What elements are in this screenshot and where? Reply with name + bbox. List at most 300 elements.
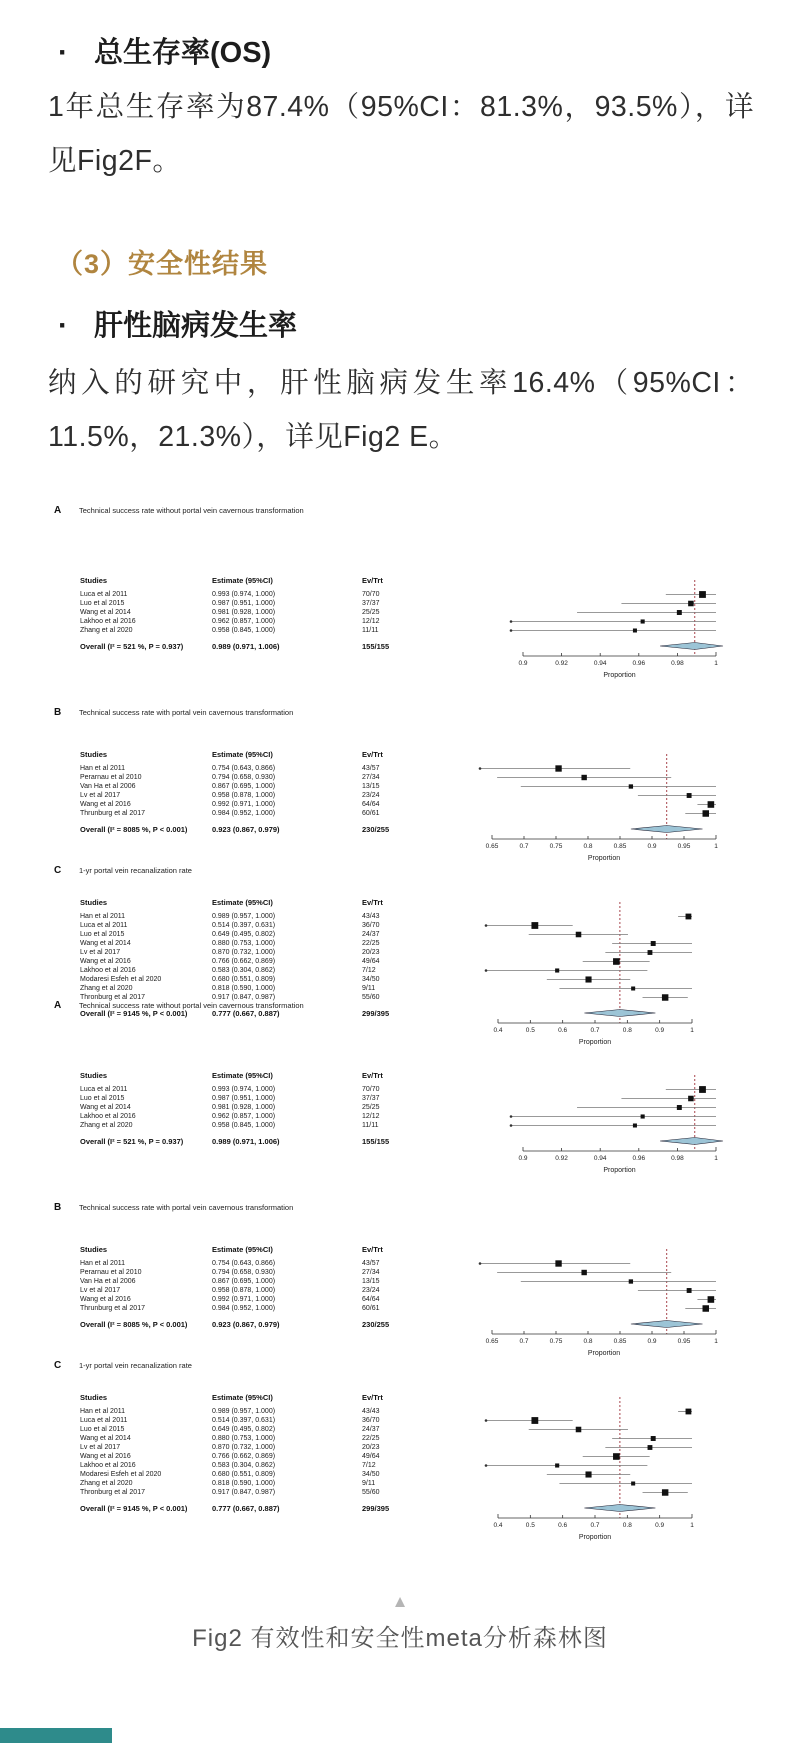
panel-label: A (54, 1000, 62, 1011)
forest-plot-a (440, 576, 750, 682)
axis-tick-label: 0.94 (593, 1155, 607, 1162)
study-estimate: 0.992 (0.971, 1.000) (212, 801, 276, 808)
study-row (80, 939, 432, 948)
study-estimate: 0.992 (0.971, 1.000) (212, 1296, 276, 1303)
study-estimate: 0.870 (0.732, 1.000) (212, 949, 276, 956)
axis-tick-label: 1 (690, 1027, 694, 1034)
study-estimate: 0.962 (0.857, 1.000) (212, 618, 276, 625)
study-row (80, 1259, 432, 1268)
column-header-estimate: Estimate (95%CI) (212, 1393, 273, 1402)
study-name: Wang et al 2014 (80, 1104, 131, 1111)
panel-title: Technical success rate with portal vein cavernous transformation (79, 1203, 294, 1212)
study-evtrt: 23/24 (362, 792, 380, 799)
study-estimate: 0.962 (0.857, 1.000) (212, 1113, 276, 1120)
study-name: Wang et al 2014 (80, 609, 131, 616)
study-row (80, 957, 432, 966)
axis-tick-label: 0.6 (558, 1522, 568, 1529)
column-header-estimate: Estimate (95%CI) (212, 576, 273, 585)
axis-tick-label: 0.94 (593, 660, 607, 667)
study-name: Luca et al 2011 (80, 922, 128, 929)
study-estimate: 0.987 (0.951, 1.000) (212, 600, 276, 607)
overall-row (80, 641, 432, 651)
study-evtrt: 27/34 (362, 774, 380, 781)
panel-label: C (54, 1360, 62, 1371)
axis-label-proportion: Proportion (578, 1039, 612, 1046)
study-estimate: 0.754 (0.643, 0.866) (212, 765, 276, 772)
section-heading-safety: （3）安全性结果 (56, 249, 269, 279)
bullet-he-label: 肝性脑病发生率 (94, 310, 298, 342)
study-row (80, 1479, 432, 1488)
axis-label-proportion: Proportion (603, 672, 636, 679)
study-row (80, 1470, 432, 1479)
column-header-evtrt: Ev/Trt (362, 1393, 383, 1402)
axis-label-proportion: Proportion (578, 1534, 612, 1541)
study-row (80, 966, 432, 975)
axis-tick-label: 0.92 (555, 1155, 568, 1162)
study-name: Zhang et al 2020 (80, 1480, 133, 1487)
overall-evtrt: 230/255 (362, 1319, 390, 1329)
study-row (80, 1452, 432, 1461)
study-evtrt: 34/50 (362, 976, 380, 983)
study-name: Han et al 2011 (80, 1408, 126, 1415)
bullet-icon: · (58, 309, 68, 342)
axis-tick-label: 0.4 (493, 1522, 503, 1529)
study-evtrt: 25/25 (362, 609, 380, 616)
study-estimate: 0.984 (0.952, 1.000) (212, 810, 276, 817)
paragraph-os: 1年总生存率为87.4%（95%CI：81.3%，93.5%），详见Fig2F。 (48, 91, 754, 177)
column-header-evtrt: Ev/Trt (362, 576, 383, 585)
overall-row (80, 1136, 432, 1146)
study-row (80, 1286, 432, 1295)
study-name: Thronburg et al 2017 (80, 994, 145, 1001)
panel-header (50, 505, 750, 516)
panel-header (50, 707, 750, 718)
overall-label: Overall (I² = 521 %, P = 0.937) (80, 641, 184, 651)
study-evtrt: 12/12 (362, 618, 380, 625)
study-estimate: 0.649 (0.495, 0.802) (212, 931, 276, 938)
study-evtrt: 36/70 (362, 922, 380, 929)
study-row (80, 1407, 432, 1416)
study-evtrt: 9/11 (362, 1480, 376, 1487)
panel-body (50, 1071, 750, 1177)
study-estimate: 0.754 (0.643, 0.866) (212, 1260, 276, 1267)
study-evtrt: 24/37 (362, 1426, 380, 1433)
column-header-studies: Studies (80, 898, 108, 907)
overall-row (80, 824, 432, 834)
panel-label: B (54, 1202, 62, 1213)
study-evtrt: 23/24 (362, 1287, 380, 1294)
study-name: Modaresi Esfeh et al 2020 (80, 1471, 162, 1478)
axis-tick-label: 0.9 (518, 1155, 528, 1162)
column-header-studies: Studies (80, 1245, 108, 1254)
study-evtrt: 12/12 (362, 1113, 380, 1120)
forest-table-header (80, 1245, 432, 1259)
study-evtrt: 60/61 (362, 1305, 380, 1312)
axis-tick-label: 0.8 (622, 1522, 632, 1529)
study-evtrt: 60/61 (362, 810, 380, 817)
axis-tick-label: 0.65 (485, 1338, 499, 1345)
panel-body (50, 576, 750, 682)
study-estimate: 0.583 (0.304, 0.862) (212, 967, 276, 974)
study-name: Luo et al 2015 (80, 931, 125, 938)
overall-evtrt: 230/255 (362, 824, 390, 834)
study-estimate: 0.987 (0.951, 1.000) (212, 1095, 276, 1102)
axis-tick-label: 0.65 (485, 843, 499, 850)
study-row (80, 608, 432, 617)
study-row (80, 626, 432, 635)
panel-body (50, 750, 750, 865)
paragraph-he: 纳入的研究中，肝性脑病发生率16.4%（95%CI：11.5%，21.3%），详见Fig2 E。 (48, 367, 754, 453)
axis-tick-label: 1 (714, 660, 718, 667)
study-row (80, 1425, 432, 1434)
study-estimate: 0.958 (0.878, 1.000) (212, 792, 276, 799)
axis-tick-label: 0.9 (655, 1027, 665, 1034)
panel-title: 1-yr portal vein recanalization rate (79, 866, 192, 875)
study-estimate: 0.981 (0.928, 1.000) (212, 1104, 276, 1111)
study-row (80, 930, 432, 939)
axis-tick-label: 0.85 (613, 1338, 627, 1345)
study-evtrt: 64/64 (362, 1296, 380, 1303)
study-estimate: 0.818 (0.590, 1.000) (212, 985, 276, 992)
study-name: Lv et al 2017 (80, 949, 121, 956)
study-row (80, 921, 432, 930)
overall-evtrt: 299/395 (362, 1008, 390, 1018)
study-name: Lv et al 2017 (80, 792, 121, 799)
axis-tick-label: 0.5 (525, 1027, 535, 1034)
study-row (80, 782, 432, 791)
study-evtrt: 55/60 (362, 994, 380, 1001)
study-name: Lakhoo et al 2016 (80, 967, 136, 974)
study-evtrt: 43/57 (362, 1260, 380, 1267)
overall-estimate: 0.777 (0.667, 0.887) (212, 1008, 280, 1018)
column-header-evtrt: Ev/Trt (362, 1245, 383, 1254)
study-estimate: 0.867 (0.695, 1.000) (212, 1278, 276, 1285)
axis-tick-label: 0.9 (647, 1338, 657, 1345)
study-estimate: 0.514 (0.397, 0.631) (212, 922, 276, 929)
forest-panel-b (50, 707, 750, 865)
forest-table (80, 1393, 432, 1513)
study-name: Luo et al 2015 (80, 600, 125, 607)
study-name: Han et al 2011 (80, 765, 126, 772)
study-name: Wang et al 2016 (80, 1453, 131, 1460)
study-estimate: 0.880 (0.753, 1.000) (212, 1435, 276, 1442)
study-name: Zhang et al 2020 (80, 1122, 133, 1129)
study-name: Lakhoo et al 2016 (80, 1462, 136, 1469)
study-row (80, 1488, 432, 1497)
axis-tick-label: 0.8 (622, 1027, 632, 1034)
study-estimate: 0.766 (0.662, 0.869) (212, 1453, 276, 1460)
study-evtrt: 34/50 (362, 1471, 380, 1478)
axis-tick-label: 0.9 (518, 660, 528, 667)
study-evtrt: 9/11 (362, 985, 376, 992)
study-name: Luo et al 2015 (80, 1095, 125, 1102)
study-name: Wang et al 2016 (80, 1296, 131, 1303)
forest-table-header (80, 898, 432, 912)
overall-evtrt: 299/395 (362, 1503, 390, 1513)
bullet-icon: · (58, 36, 68, 69)
study-name: Zhang et al 2020 (80, 627, 133, 634)
study-estimate: 0.993 (0.974, 1.000) (212, 1086, 276, 1093)
forest-plot-group (50, 505, 750, 1046)
axis-tick-label: 0.6 (558, 1027, 568, 1034)
figure-caption: Fig2 有效性和安全性meta分析森林图 (192, 1625, 608, 1652)
study-evtrt: 49/64 (362, 958, 380, 965)
bullet-item-he (58, 303, 297, 344)
panel-body (50, 1393, 750, 1544)
forest-panel-a (50, 1000, 750, 1177)
study-row (80, 912, 432, 921)
study-evtrt: 36/70 (362, 1417, 380, 1424)
overall-label: Overall (I² = 9145 %, P < 0.001) (80, 1503, 188, 1513)
study-evtrt: 13/15 (362, 1278, 380, 1285)
axis-tick-label: 0.98 (671, 660, 684, 667)
study-estimate: 0.917 (0.847, 0.987) (212, 994, 276, 1001)
study-estimate: 0.649 (0.495, 0.802) (212, 1426, 276, 1433)
study-row (80, 1112, 432, 1121)
axis-tick-label: 0.96 (632, 1155, 646, 1162)
forest-plot-b (440, 1245, 750, 1360)
axis-tick-label: 0.5 (525, 1522, 535, 1529)
column-header-evtrt: Ev/Trt (362, 750, 383, 759)
overall-label: Overall (I² = 8085 %, P < 0.001) (80, 1319, 188, 1329)
panel-title: Technical success rate without portal vein cavernous transformation (79, 506, 304, 515)
axis-tick-label: 0.7 (519, 1338, 529, 1345)
study-name: Van Ha et al 2006 (80, 1278, 136, 1285)
study-name: Thronburg et al 2017 (80, 1489, 145, 1496)
study-row (80, 1085, 432, 1094)
forest-table-header (80, 1393, 432, 1407)
column-header-estimate: Estimate (95%CI) (212, 898, 273, 907)
panel-title: 1-yr portal vein recanalization rate (79, 1361, 192, 1370)
axis-tick-label: 0.8 (583, 1338, 593, 1345)
study-estimate: 0.870 (0.732, 1.000) (212, 1444, 276, 1451)
study-estimate: 0.984 (0.952, 1.000) (212, 1305, 276, 1312)
axis-tick-label: 0.75 (549, 843, 563, 850)
study-name: Wang et al 2016 (80, 958, 131, 965)
study-name: Han et al 2011 (80, 1260, 126, 1267)
panel-header (50, 1202, 750, 1213)
column-header-evtrt: Ev/Trt (362, 898, 383, 907)
overall-estimate: 0.989 (0.971, 1.006) (212, 641, 280, 651)
study-name: Lv et al 2017 (80, 1287, 121, 1294)
column-header-studies: Studies (80, 1071, 108, 1080)
column-header-estimate: Estimate (95%CI) (212, 1071, 273, 1080)
study-estimate: 0.867 (0.695, 1.000) (212, 783, 276, 790)
study-name: Modaresi Esfeh et al 2020 (80, 976, 162, 983)
panel-title: Technical success rate with portal vein cavernous transformation (79, 708, 294, 717)
study-name: Lakhoo et al 2016 (80, 1113, 136, 1120)
study-estimate: 0.514 (0.397, 0.631) (212, 1417, 276, 1424)
overall-estimate: 0.777 (0.667, 0.887) (212, 1503, 280, 1513)
axis-tick-label: 0.4 (493, 1027, 503, 1034)
forest-table-header (80, 576, 432, 590)
study-row (80, 599, 432, 608)
study-name: Lakhoo et al 2016 (80, 618, 136, 625)
forest-table-header (80, 1071, 432, 1085)
study-row (80, 1268, 432, 1277)
panel-header (50, 1000, 750, 1011)
axis-tick-label: 1 (714, 1155, 718, 1162)
study-estimate: 0.993 (0.974, 1.000) (212, 591, 276, 598)
study-evtrt: 49/64 (362, 1453, 380, 1460)
study-evtrt: 20/23 (362, 949, 380, 956)
study-evtrt: 70/70 (362, 1086, 380, 1093)
study-evtrt: 43/43 (362, 1408, 380, 1415)
panel-body (50, 1245, 750, 1360)
axis-tick-label: 0.75 (549, 1338, 563, 1345)
axis-tick-label: 0.7 (590, 1027, 600, 1034)
bullet-os-label: 总生存率(OS) (94, 37, 272, 69)
study-name: Perarnau et al 2010 (80, 1269, 142, 1276)
study-name: Wang et al 2016 (80, 801, 131, 808)
study-evtrt: 55/60 (362, 1489, 380, 1496)
study-row (80, 1443, 432, 1452)
study-row (80, 791, 432, 800)
study-row (80, 1416, 432, 1425)
study-evtrt: 70/70 (362, 591, 380, 598)
study-row (80, 1277, 432, 1286)
forest-table (80, 1245, 432, 1329)
overall-evtrt: 155/155 (362, 641, 390, 651)
study-name: Thrunburg et al 2017 (80, 810, 145, 817)
forest-plot-group (50, 1000, 750, 1541)
study-evtrt: 22/25 (362, 1435, 380, 1442)
overall-row (80, 1319, 432, 1329)
study-estimate: 0.818 (0.590, 1.000) (212, 1480, 276, 1487)
axis-tick-label: 0.8 (583, 843, 593, 850)
study-evtrt: 25/25 (362, 1104, 380, 1111)
study-evtrt: 22/25 (362, 940, 380, 947)
study-row (80, 617, 432, 626)
axis-tick-label: 0.95 (677, 843, 691, 850)
study-name: Han et al 2011 (80, 913, 126, 920)
study-estimate: 0.958 (0.845, 1.000) (212, 1122, 276, 1129)
study-row (80, 1094, 432, 1103)
overall-estimate: 0.989 (0.971, 1.006) (212, 1136, 280, 1146)
study-estimate: 0.766 (0.662, 0.869) (212, 958, 276, 965)
bullet-item-os (58, 30, 271, 71)
study-evtrt: 7/12 (362, 1462, 376, 1469)
forest-plot-b (440, 750, 750, 865)
study-evtrt: 37/37 (362, 600, 380, 607)
study-evtrt: 11/11 (362, 1122, 379, 1129)
overall-label: Overall (I² = 521 %, P = 0.937) (80, 1136, 184, 1146)
overall-label: Overall (I² = 8085 %, P < 0.001) (80, 824, 188, 834)
axis-tick-label: 0.85 (613, 843, 627, 850)
axis-tick-label: 1 (690, 1522, 694, 1529)
study-estimate: 0.583 (0.304, 0.862) (212, 1462, 276, 1469)
axis-tick-label: 0.9 (647, 843, 657, 850)
study-estimate: 0.989 (0.957, 1.000) (212, 913, 276, 920)
column-header-estimate: Estimate (95%CI) (212, 1245, 273, 1254)
study-name: Luca et al 2011 (80, 1417, 128, 1424)
axis-tick-label: 0.9 (655, 1522, 665, 1529)
study-evtrt: 13/15 (362, 783, 380, 790)
forest-table (80, 576, 432, 651)
study-estimate: 0.880 (0.753, 1.000) (212, 940, 276, 947)
study-name: Thrunburg et al 2017 (80, 1305, 145, 1312)
study-row (80, 1295, 432, 1304)
overall-row (80, 1503, 432, 1513)
study-name: Wang et al 2014 (80, 1435, 131, 1442)
column-header-studies: Studies (80, 1393, 108, 1402)
study-evtrt: 24/37 (362, 931, 380, 938)
axis-tick-label: 0.98 (671, 1155, 684, 1162)
panel-title: Technical success rate without portal vein cavernous transformation (79, 1001, 304, 1010)
axis-tick-label: 1 (714, 1338, 718, 1345)
axis-tick-label: 0.96 (632, 660, 646, 667)
axis-label-proportion: Proportion (603, 1167, 636, 1174)
study-row (80, 773, 432, 782)
axis-label-proportion: Proportion (587, 855, 621, 862)
collapse-triangle-icon[interactable]: ▲ (391, 1592, 409, 1611)
forest-panel-b (50, 1202, 750, 1360)
axis-label-proportion: Proportion (587, 1350, 621, 1357)
study-row (80, 1121, 432, 1130)
study-evtrt: 43/43 (362, 913, 380, 920)
study-row (80, 948, 432, 957)
study-row (80, 1434, 432, 1443)
forest-table (80, 1071, 432, 1146)
forest-plot-a (440, 1071, 750, 1177)
study-name: Perarnau et al 2010 (80, 774, 142, 781)
study-evtrt: 43/57 (362, 765, 380, 772)
study-name: Wang et al 2014 (80, 940, 131, 947)
study-row (80, 590, 432, 599)
study-row (80, 975, 432, 984)
study-estimate: 0.794 (0.658, 0.930) (212, 1269, 276, 1276)
study-name: Van Ha et al 2006 (80, 783, 136, 790)
overall-label: Overall (I² = 9145 %, P < 0.001) (80, 1008, 188, 1018)
study-estimate: 0.917 (0.847, 0.987) (212, 1489, 276, 1496)
overall-evtrt: 155/155 (362, 1136, 390, 1146)
panel-label: C (54, 865, 62, 876)
axis-tick-label: 1 (714, 843, 718, 850)
study-row (80, 984, 432, 993)
study-estimate: 0.958 (0.878, 1.000) (212, 1287, 276, 1294)
forest-panel-a (50, 505, 750, 682)
panel-label: B (54, 707, 62, 718)
study-evtrt: 64/64 (362, 801, 380, 808)
study-evtrt: 7/12 (362, 967, 376, 974)
study-row (80, 800, 432, 809)
panel-header (50, 865, 750, 876)
study-row (80, 809, 432, 818)
study-name: Zhang et al 2020 (80, 985, 133, 992)
study-name: Luca et al 2011 (80, 591, 128, 598)
column-header-studies: Studies (80, 750, 108, 759)
footer-teal-bar (0, 1728, 112, 1743)
study-estimate: 0.794 (0.658, 0.930) (212, 774, 276, 781)
column-header-estimate: Estimate (95%CI) (212, 750, 273, 759)
overall-estimate: 0.923 (0.867, 0.979) (212, 1319, 280, 1329)
study-estimate: 0.981 (0.928, 1.000) (212, 609, 276, 616)
study-estimate: 0.680 (0.551, 0.809) (212, 1471, 276, 1478)
forest-table (80, 750, 432, 834)
column-header-evtrt: Ev/Trt (362, 1071, 383, 1080)
overall-estimate: 0.923 (0.867, 0.979) (212, 824, 280, 834)
study-name: Lv et al 2017 (80, 1444, 121, 1451)
forest-table-header (80, 750, 432, 764)
study-estimate: 0.958 (0.845, 1.000) (212, 627, 276, 634)
forest-panel-c (50, 1360, 750, 1544)
panel-label: A (54, 505, 62, 516)
panel-header (50, 1360, 750, 1371)
axis-tick-label: 0.7 (519, 843, 529, 850)
axis-tick-label: 0.7 (590, 1522, 600, 1529)
study-name: Luo et al 2015 (80, 1426, 125, 1433)
study-row (80, 1103, 432, 1112)
